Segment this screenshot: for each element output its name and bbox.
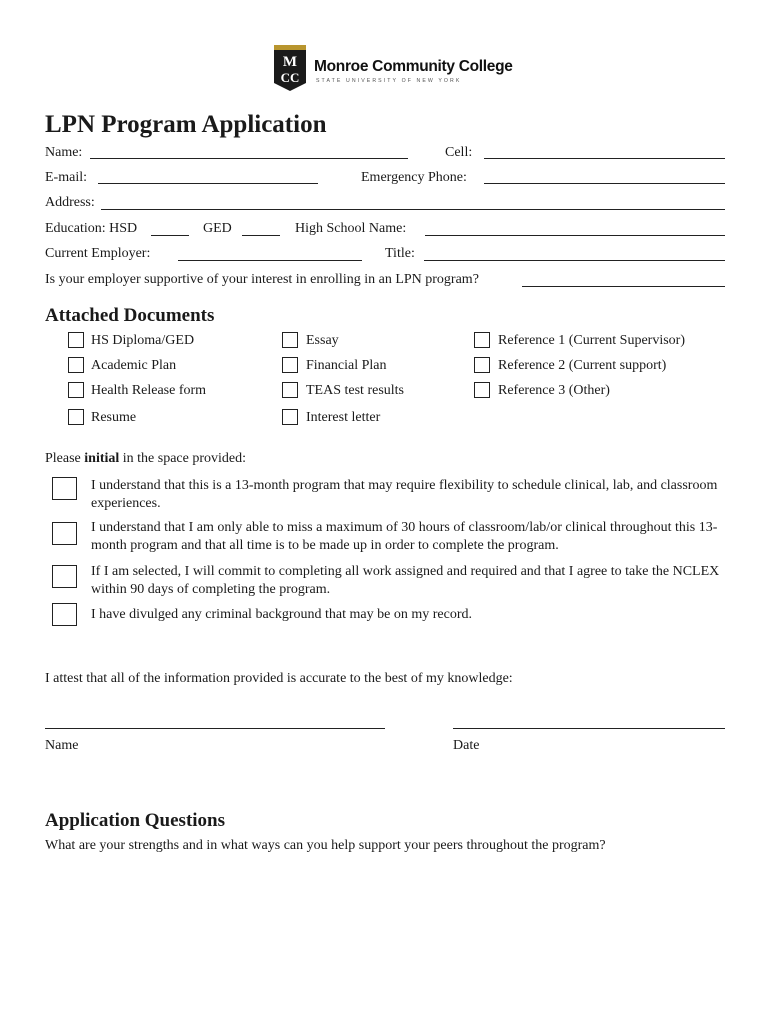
name-label: Name: [45, 145, 83, 160]
employer-label: Current Employer: [45, 246, 151, 261]
address-input-line[interactable] [101, 209, 725, 210]
initial-box-1[interactable] [52, 477, 77, 500]
ged-label: GED [203, 221, 232, 236]
checkbox-academic-plan[interactable] [68, 357, 84, 373]
checkbox-health-release[interactable] [68, 382, 84, 398]
hsd-input-line[interactable] [151, 235, 189, 236]
checkbox-reference-3[interactable] [474, 382, 490, 398]
initial-statement-3: If I am selected, I will commit to completing all work assigned and required and that I agree to take the NCLEX within 90 days of completing the program. [91, 564, 720, 597]
initial-box-4[interactable] [52, 603, 77, 626]
attestation-statement: I attest that all of the information provided is accurate to the best of my knowledge: [45, 671, 513, 686]
checkbox-reference-1[interactable] [474, 332, 490, 348]
mcc-emblem-icon [274, 45, 306, 91]
high-school-label: High School Name: [295, 221, 407, 236]
initial-box-2[interactable] [52, 522, 77, 545]
checkbox-label: Essay [306, 333, 339, 348]
college-name: Monroe Community College [314, 58, 513, 75]
checkbox-label: TEAS test results [306, 383, 404, 398]
checkbox-label: Interest letter [306, 410, 381, 425]
question-1: What are your strengths and in what ways can you help support your peers throughout the program? [45, 838, 606, 853]
ged-input-line[interactable] [242, 235, 280, 236]
initial-statement-1: I understand that this is a 13-month program that may require flexibility to schedule clinical, lab, and classroom experiences. [91, 478, 718, 511]
date-signature-line[interactable] [453, 728, 725, 729]
emblem-bottom-text: CC [280, 70, 300, 85]
attached-documents-heading: Attached Documents [45, 305, 215, 326]
email-label: E-mail: [45, 170, 87, 185]
checkbox-label: Resume [91, 410, 137, 425]
application-questions-heading: Application Questions [45, 810, 226, 831]
education-hsd-label: Education: HSD [45, 221, 138, 236]
checkbox-interest-letter[interactable] [282, 409, 298, 425]
checkbox-resume[interactable] [68, 409, 84, 425]
email-input-line[interactable] [98, 183, 318, 184]
checkbox-label: Reference 2 (Current support) [498, 358, 667, 373]
signature-name-label: Name [45, 738, 79, 753]
checkbox-teas-results[interactable] [282, 382, 298, 398]
emergency-phone-label: Emergency Phone: [361, 170, 467, 185]
checkbox-label: Financial Plan [306, 358, 387, 373]
high-school-input-line[interactable] [425, 235, 725, 236]
college-subtitle: STATE UNIVERSITY OF NEW YORK [316, 78, 462, 84]
employer-supportive-question: Is your employer supportive of your interest in enrolling in an LPN program? [45, 272, 479, 287]
initial-statement-2: I understand that I am only able to miss a maximum of 30 hours of classroom/lab/or clinical throughout this 13-month program and that all time is to be made up in order to complete the program. [91, 520, 718, 553]
title-label: Title: [385, 246, 415, 261]
title-input-line[interactable] [424, 260, 725, 261]
address-label: Address: [45, 195, 95, 210]
employer-input-line[interactable] [178, 260, 362, 261]
cell-input-line[interactable] [484, 158, 725, 159]
checkbox-label: Reference 3 (Other) [498, 383, 610, 398]
page-title: LPN Program Application [45, 111, 327, 138]
name-input-line[interactable] [90, 158, 408, 159]
checkbox-label: Reference 1 (Current Supervisor) [498, 333, 685, 348]
employer-supportive-input-line[interactable] [522, 286, 725, 287]
checkbox-financial-plan[interactable] [282, 357, 298, 373]
checkbox-label: HS Diploma/GED [91, 333, 195, 348]
emergency-phone-input-line[interactable] [484, 183, 725, 184]
name-signature-line[interactable] [45, 728, 385, 729]
checkbox-hs-diploma[interactable] [68, 332, 84, 348]
initials-instructions: Please initial in the space provided: [45, 451, 247, 466]
emblem-top-text: M [282, 54, 298, 70]
checkbox-reference-2[interactable] [474, 357, 490, 373]
checkbox-label: Academic Plan [91, 358, 177, 373]
checkbox-label: Health Release form [91, 383, 207, 398]
initial-box-3[interactable] [52, 565, 77, 588]
checkbox-essay[interactable] [282, 332, 298, 348]
initial-statement-4: I have divulged any criminal background that may be on my record. [91, 607, 472, 622]
signature-date-label: Date [453, 738, 480, 753]
cell-label: Cell: [445, 145, 473, 160]
